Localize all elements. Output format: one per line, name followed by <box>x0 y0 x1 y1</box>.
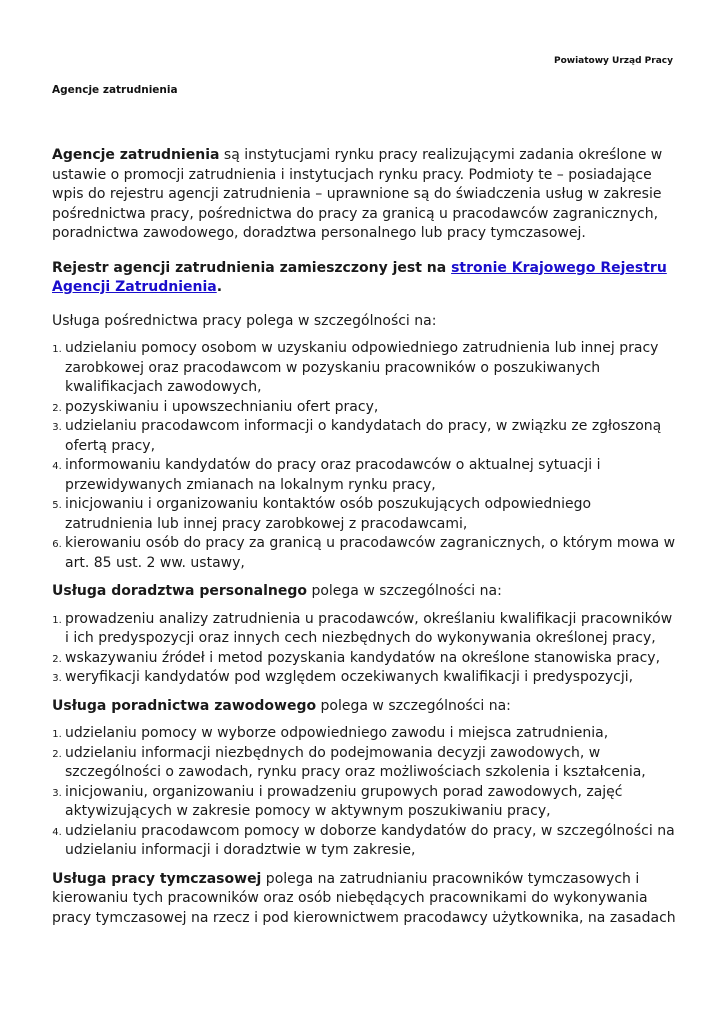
list-item: 2. wskazywaniu źródeł i metod pozyskania kandydatów na określone stanowiska pracy, <box>65 649 677 669</box>
list-item: 3. inicjowaniu, organizowaniu i prowadzeniu grupowych porad zawodowych, zajęć aktywizujących w zakresie pomocy w aktywnym poszukiwaniu pracy, <box>65 783 677 822</box>
tymczasowa-bold: Usługa pracy tymczasowej <box>52 870 262 887</box>
poradnictwo-bold: Usługa poradnictwa zawodowego <box>52 697 317 714</box>
poradnictwo-list <box>52 724 677 861</box>
doradztwo-lead-text: polega w szczególności na: <box>307 583 502 599</box>
document-body <box>52 146 677 928</box>
header-organization: Powiatowy Urząd Pracy <box>554 56 673 66</box>
list-item: 4. udzielaniu pracodawcom pomocy w doborze kandydatów do pracy, w szczególności na udzielaniu informacji i doradztwie w tym zakresie, <box>65 822 677 861</box>
page-title: Agencje zatrudnienia <box>52 84 178 96</box>
list-item: 1. udzielaniu pomocy osobom w uzyskaniu odpowiedniego zatrudnienia lub innej pracy zarobkowej oraz pracodawcom w pozyskaniu pracowników o poszukiwanych kwalifikacjach zawodowych, <box>65 339 677 398</box>
rejestr-paragraph <box>52 259 677 298</box>
list-item: 4. informowaniu kandydatów do pracy oraz pracodawców o aktualnej sytuacji i przewidywanych zmianach na lokalnym rynku pracy, <box>65 456 677 495</box>
doradztwo-bold: Usługa doradztwa personalnego <box>52 583 308 599</box>
doradztwo-list <box>52 610 677 688</box>
intro-paragraph <box>52 146 677 244</box>
poradnictwo-lead <box>52 697 677 717</box>
poradnictwo-lead-text: polega w szczególności na: <box>316 697 511 714</box>
list-item: 2. udzielaniu informacji niezbędnych do podejmowania decyzji zawodowych, w szczególności o zawodach, rynku pracy oraz możliwościach szkolenia i kształcenia, <box>65 744 677 783</box>
krajowy-rejestr-link[interactable]: stronie Krajowego Rejestru Agencji Zatrudnienia <box>52 259 667 295</box>
posrednictwo-lead: Usługa pośrednictwa pracy polega w szczególności na: <box>52 312 437 329</box>
intro-text: są instytucjami rynku pracy realizującymi zadania określone w ustawie o promocji zatrudnienia i instytucjach rynku pracy. Podmioty te – posiadające wpis do rejestru agencji zatrudnienia – uprawnione są do świadczenia usług w zakresie pośrednictwa pracy, pośrednictwa do pracy za granicą u pracodawców zagranicznych, poradnictwa zawodowego, doradztwa personalnego lub pracy tymczasowej. <box>52 147 663 241</box>
tymczasowa-paragraph <box>52 870 677 929</box>
rejestr-end: . <box>216 279 223 295</box>
rejestr-text: Rejestr agencji zatrudnienia zamieszczony jest na <box>52 259 452 276</box>
list-item: 5. inicjowaniu i organizowaniu kontaktów osób poszukujących odpowiedniego zatrudnienia lub innej pracy zarobkowej z pracodawcami, <box>65 495 677 534</box>
list-item: 6. kierowaniu osób do pracy za granicą u pracodawców zagranicznych, o którym mowa w art. 85 ust. 2 ww. ustawy, <box>65 534 677 573</box>
list-item: 3. udzielaniu pracodawcom informacji o kandydatach do pracy, w związku ze zgłoszoną ofertą pracy, <box>65 417 677 456</box>
list-item: 1. udzielaniu pomocy w wyborze odpowiedniego zawodu i miejsca zatrudnienia, <box>65 724 677 744</box>
tymczasowa-text: polega na zatrudnianiu pracowników tymczasowych i kierowaniu tych pracowników oraz osób niebędących pracownikami do wykonywania pracy tymczasowej na rzecz i pod kierownictwem pracodawcy użytkownika, na zasadach <box>52 870 676 926</box>
posrednictwo-list <box>52 339 677 573</box>
list-item: 2. pozyskiwaniu i upowszechnianiu ofert pracy, <box>65 398 677 418</box>
doradztwo-lead <box>52 582 677 602</box>
intro-bold: Agencje zatrudnienia <box>52 147 220 163</box>
list-item: 1. prowadzeniu analizy zatrudnienia u pracodawców, określaniu kwalifikacji pracowników i ich predyspozycji oraz innych cech niezbędnych do wykonywania określonej pracy, <box>65 610 677 649</box>
list-item: 3. weryfikacji kandydatów pod względem oczekiwanych kwalifikacji i predyspozycji, <box>65 668 677 688</box>
